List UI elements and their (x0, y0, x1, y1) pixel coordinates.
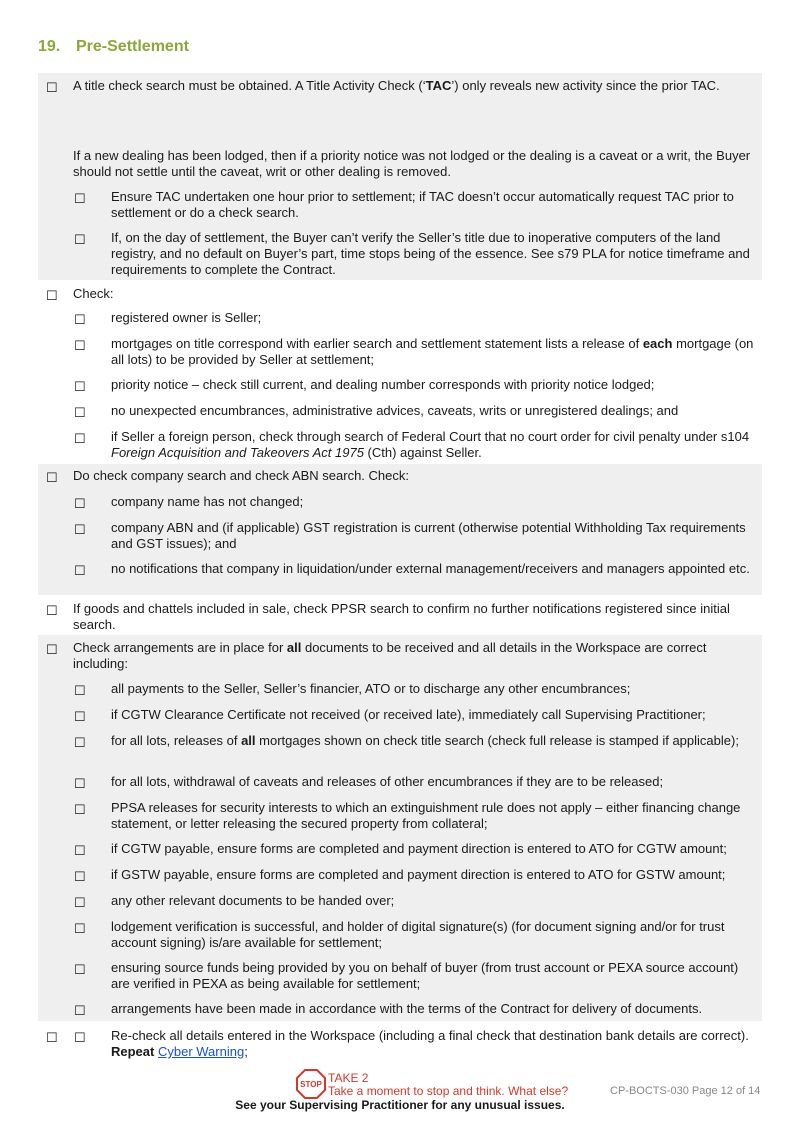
checklist-item: no unexpected encumbrances, administrative advices, caveats, writs or unregistered dealings; and (111, 403, 679, 418)
cyber-warning-link[interactable]: Cyber Warning (157, 1044, 245, 1059)
section-title: Pre-Settlement (76, 38, 189, 55)
take-2-text: Take a moment to stop and think. What else? (328, 1084, 569, 1098)
section-heading (38, 38, 189, 56)
checkbox[interactable]: ☐ (74, 563, 86, 578)
take-2-title: TAKE 2 (328, 1071, 369, 1085)
checkbox[interactable]: ☐ (74, 921, 86, 936)
checklist-paragraph: If a new dealing has been lodged, then if a priority notice was not lodged or the dealing is a caveat or a writ, the Buyer should not settle until the caveat, writ or other dealing is removed. (73, 148, 751, 179)
checkbox[interactable]: ☐ (74, 338, 86, 353)
checkbox[interactable]: ☐ (74, 962, 86, 977)
checkbox[interactable]: ☐ (46, 288, 58, 303)
checklist-section-recheck (38, 1021, 762, 1063)
checklist-item: ensuring source funds being provided by you on behalf of buyer (from trust account or PEXA source account) are verified in PEXA as being available for settlement; (111, 960, 739, 991)
checklist-item: company ABN and (if applicable) GST registration is current (otherwise potential Withholding Tax requirements and GST issues); and (111, 520, 746, 551)
svg-text:STOP: STOP (300, 1080, 322, 1089)
checklist-item: if CGTW Clearance Certificate not received (or received late), immediately call Supervising Practitioner; (111, 707, 706, 722)
checkbox[interactable]: ☐ (46, 1030, 58, 1045)
checklist-text: Do check company search and check ABN search. Check: (73, 468, 409, 483)
checkbox[interactable]: ☐ (46, 470, 58, 485)
checkbox[interactable]: ☐ (46, 642, 58, 657)
checkbox[interactable]: ☐ (74, 379, 86, 394)
checkbox[interactable]: ☐ (74, 232, 86, 247)
checkbox[interactable]: ☐ (74, 869, 86, 884)
checklist-item: company name has not changed; (111, 494, 304, 509)
checklist-item: for all lots, withdrawal of caveats and releases of other encumbrances if they are to be released; (111, 774, 664, 789)
checkbox[interactable]: ☐ (74, 735, 86, 750)
footer-note: See your Supervising Practitioner for any unusual issues. (235, 1098, 565, 1112)
checkbox[interactable]: ☐ (46, 603, 58, 618)
checkbox[interactable]: ☐ (74, 776, 86, 791)
section-number: 19. (38, 38, 61, 55)
checklist-item: if CGTW payable, ensure forms are completed and payment direction is entered to ATO for CGTW amount; (111, 841, 727, 856)
checkbox[interactable]: ☐ (74, 312, 86, 327)
checklist-item: if GSTW payable, ensure forms are completed and payment direction is entered to ATO for GSTW amount; (111, 867, 726, 882)
checklist-item: mortgages on title correspond with earlier search and settlement statement lists a release of each mortgage (on all lots) to be provided by Seller at settlement; (111, 336, 754, 367)
checklist-section-ppsr (38, 595, 762, 635)
checklist-item: Re-check all details entered in the Workspace (including a final check that destination bank details are correct). Repeat Cyber Warning; (111, 1028, 749, 1059)
checkbox[interactable]: ☐ (74, 496, 86, 511)
checklist-item: PPSA releases for security interests to which an extinguishment rule does not apply – either financing change statement, or letter releasing the secured property from collateral; (111, 800, 741, 831)
checklist-section-check (38, 280, 762, 464)
checkbox[interactable]: ☐ (74, 802, 86, 817)
checkbox[interactable]: ☐ (74, 1003, 86, 1018)
checkbox[interactable]: ☐ (46, 80, 58, 95)
checklist-item: all payments to the Seller, Seller’s financier, ATO or to discharge any other encumbrances; (111, 681, 631, 696)
checklist-item: registered owner is Seller; (111, 310, 262, 325)
checkbox[interactable]: ☐ (74, 405, 86, 420)
checklist-text: Check arrangements are in place for all documents to be received and all details in the Workspace are correct including: (73, 640, 707, 671)
stop-sign-icon (296, 1069, 326, 1099)
checklist-item: priority notice – check still current, and dealing number corresponds with priority notice lodged; (111, 377, 655, 392)
checklist-item: arrangements have been made in accordance with the terms of the Contract for delivery of documents. (111, 1001, 703, 1016)
checkbox[interactable]: ☐ (74, 522, 86, 537)
checkbox[interactable]: ☐ (74, 895, 86, 910)
checklist-item: any other relevant documents to be handed over; (111, 893, 395, 908)
take-2-note (328, 1072, 568, 1098)
checklist-section-title-search (38, 73, 762, 280)
checklist-text: Check: (73, 286, 114, 301)
checkbox[interactable]: ☐ (74, 191, 86, 206)
checkbox[interactable]: ☐ (74, 1030, 86, 1045)
checklist-item: If, on the day of settlement, the Buyer can’t verify the Seller’s title due to inoperative computers of the land registry, and no default on Buyer’s part, time stops being of the essence. See s79 PLA for notice timeframe and requirements to complete the Contract. (111, 230, 750, 277)
checklist-section-company-search (38, 464, 762, 595)
checklist-text: If goods and chattels included in sale, check PPSR search to confirm no further notifications registered since initial search. (73, 601, 730, 632)
checklist-item: for all lots, releases of all mortgages shown on check title search (check full release is stamped if applicable); (111, 733, 739, 748)
checklist-item: if Seller a foreign person, check through search of Federal Court that no court order for civil penalty under s104 Foreign Acquisition and Takeovers Act 1975 (Cth) against Seller. (111, 429, 750, 460)
checkbox[interactable]: ☐ (74, 431, 86, 446)
checkbox[interactable]: ☐ (74, 709, 86, 724)
checkbox[interactable]: ☐ (74, 843, 86, 858)
checklist-item: no notifications that company in liquidation/under external management/receivers and managers appointed etc. (111, 561, 750, 576)
checklist-item: Ensure TAC undertaken one hour prior to settlement; if TAC doesn’t occur automatically request TAC prior to settlement or do a check search. (111, 189, 734, 220)
checklist-text: A title check search must be obtained. A Title Activity Check (‘TAC’) only reveals new activity since the prior TAC. (73, 78, 720, 93)
checkbox[interactable]: ☐ (74, 683, 86, 698)
checklist-item: lodgement verification is successful, and holder of digital signature(s) (for document signing and/or for trust account signing) is/are available for settlement; (111, 919, 725, 950)
document-reference: CP-BOCTS-030 Page 12 of 14 (610, 1085, 761, 1097)
checklist-section-documents (38, 635, 762, 1021)
